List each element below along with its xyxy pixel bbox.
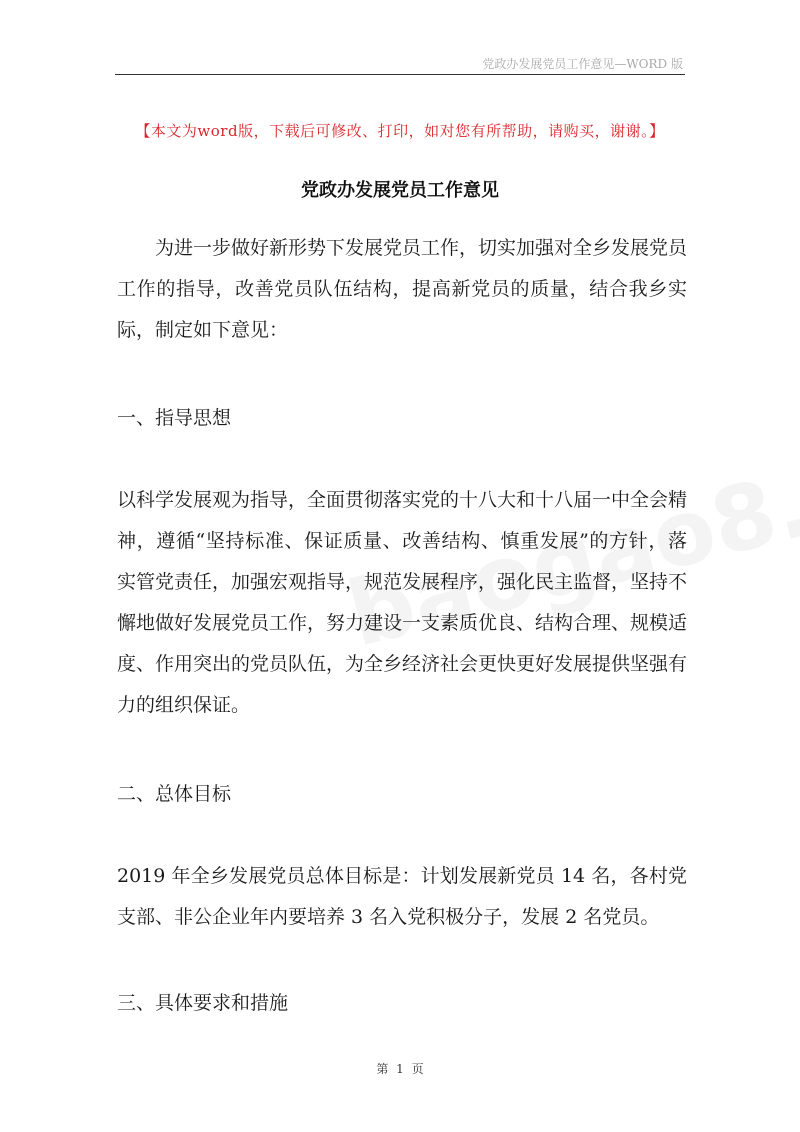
section-body-guiding-ideology: 以科学发展观为指导，全面贯彻落实党的十八大和十八届一中全会精神，遵循“坚持标准、保证质量、改善结构、慎重发展”的方针，落实管党责任，加强宏观指导，规范发展程序，强化民主监督，坚持不懈地做好发展党员工作，努力建设一支素质优良、结构合理、规模适度、作用突出的党员队伍，为全乡经济社会更快更好发展提供坚强有力的组织保证。 <box>117 489 688 716</box>
section-heading-requirements-measures: 三、具体要求和措施 <box>117 992 289 1014</box>
section-body-overall-goal: 2019 年全乡发展党员总体目标是：计划发展新党员 14 名，各村党支部、非公企业年内要培养 3 名入党积极分子，发展 2 名党员。 <box>117 865 687 928</box>
purchase-notice: 【本文为word版，下载后可修改、打印，如对您有所帮助，请购买，谢谢。】 <box>135 122 665 140</box>
intro-paragraph: 为进一步做好新形势下发展党员工作，切实加强对全乡发展党员工作的指导，改善党员队伍结构，提高新党员的质量，结合我乡实际，制定如下意见： <box>117 237 688 341</box>
page-number: 第 1 页 <box>376 1062 424 1076</box>
running-title: 党政办发展党员工作意见—WORD 版 <box>482 57 683 71</box>
document-title: 党政办发展党员工作意见 <box>301 180 499 201</box>
page-header <box>115 50 685 75</box>
section-heading-overall-goal: 二、总体目标 <box>117 783 232 805</box>
section-heading-guiding-ideology: 一、指导思想 <box>117 407 232 429</box>
